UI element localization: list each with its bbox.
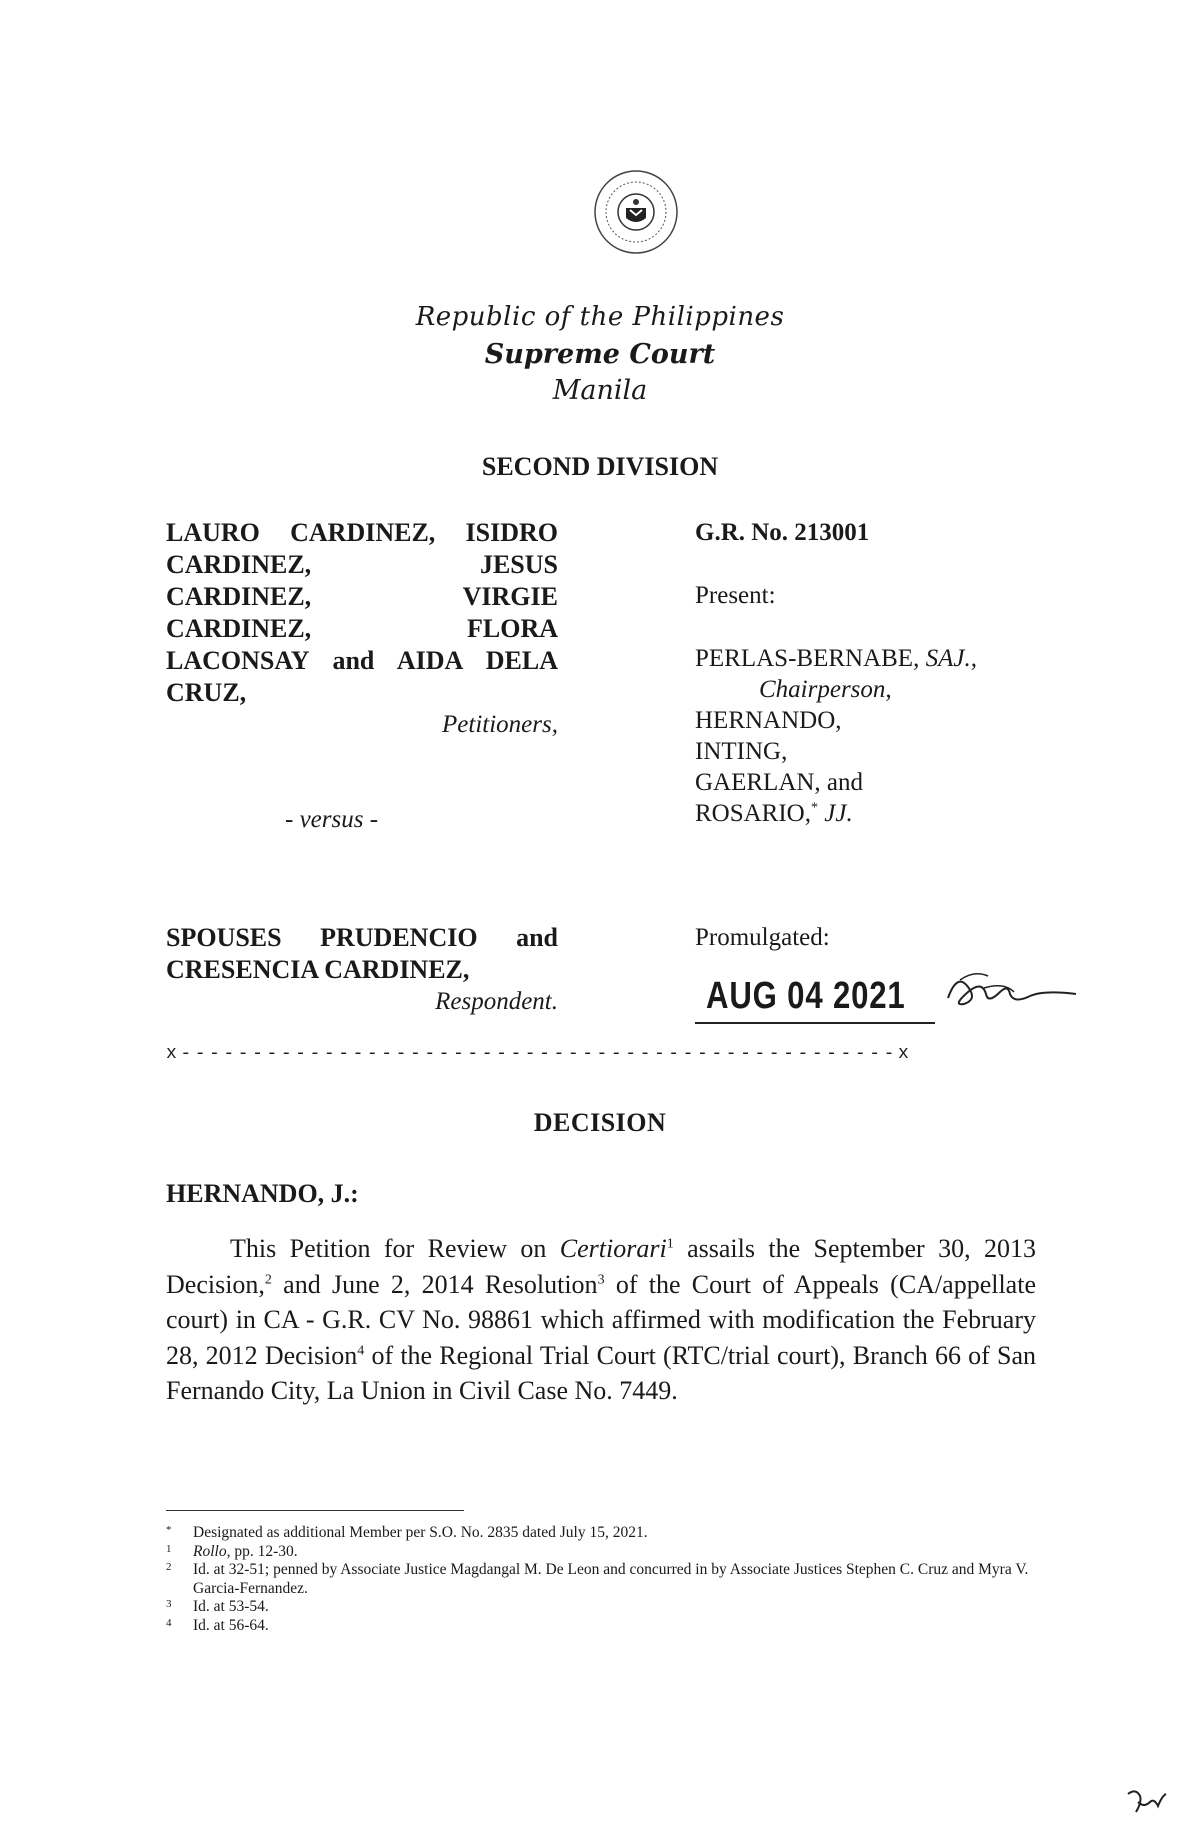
footnote-ref: 3 [597, 1271, 605, 1287]
respondents-block [166, 922, 558, 1018]
petitioners-line: LAURO CARDINEZ, ISIDRO [166, 518, 558, 547]
petitioners-line: CARDINEZ, FLORA [166, 614, 558, 643]
bench-member: ROSARIO,* JJ. [695, 800, 853, 827]
promulgated-date-stamp: AUG 04 2021 [706, 975, 906, 1017]
petitioners-line: LACONSAY and AIDA DELA [166, 646, 558, 675]
manila-heading: Manila [552, 375, 648, 406]
footnote-ref: 4 [357, 1342, 365, 1358]
footnote-item: 1 Rollo, pp. 12-30. [166, 1542, 298, 1560]
caption-separator: x--------------------------------------------------x [166, 1044, 913, 1064]
decision-title: DECISION [533, 1108, 667, 1137]
footnote-ref: 1 [666, 1236, 674, 1252]
present-label: Present: [695, 582, 776, 609]
petitioners-block [166, 517, 558, 741]
bench-member: GAERLAN, and [695, 769, 864, 796]
footnotes [166, 1524, 1038, 1636]
body-paragraph: This Petition for Review on Certiorari$^1$ assails the September 30, 2013 Decision,$^2$ and June 2, 2014 Resolution$^3$ of the Court of Appeals (CA/appellate court) in CA - G.R. CV No. 98861 which affirmed with modification the February 28, 2012 Decision$^4$ of the Regional Trial Court (RTC/trial court), Branch 66 of San Fernando City, La Union in Civil Case No. 7449. [166, 1234, 1037, 1405]
promulgated-label: Promulgated: [695, 924, 830, 951]
ponente: HERNANDO, J.: [166, 1179, 359, 1208]
case-number: G.R. No. 213001 [695, 519, 870, 546]
supreme-court-heading: Supreme Court [484, 339, 716, 370]
footnote-item: 4 Id. at 56-64. [166, 1616, 269, 1634]
bench-chair-role: Chairperson, [759, 676, 892, 703]
signature-icon [940, 958, 1080, 1028]
bench-member: INTING, [695, 738, 788, 765]
footnote-rule [166, 1510, 464, 1511]
footnote-item: 3 Id. at 53-54. [166, 1598, 269, 1616]
supreme-court-seal-icon [592, 168, 680, 256]
petitioners-line: CARDINEZ, VIRGIE [166, 582, 558, 611]
footnote-item: * Designated as additional Member per S.O. No. 2835 dated July 15, 2021. [166, 1524, 648, 1541]
petitioners-role: Petitioners, [442, 711, 558, 738]
date-underline [695, 1022, 935, 1024]
bench-list [695, 643, 977, 829]
versus-label: - versus - [285, 806, 379, 833]
footnote-item: 2 Id. at 32-51; penned by Associate Justice Magdangal M. De Leon and concurred in by Associate Justices Stephen C. Cruz and Myra V. Garcia-Fernandez. [166, 1561, 1029, 1597]
petitioners-line: CARDINEZ, JESUS [166, 550, 558, 579]
respondents-line: SPOUSES PRUDENCIO and [166, 923, 558, 952]
republic-heading: Republic of the Philippines [415, 302, 785, 332]
bench-member: HERNANDO, [695, 707, 842, 734]
division-heading: SECOND DIVISION [481, 452, 719, 481]
petitioners-line: CRUZ, [166, 678, 247, 707]
respondents-role: Respondent. [435, 988, 558, 1015]
respondents-line: CRESENCIA CARDINEZ, [166, 955, 470, 984]
initial-mark-icon [1124, 1786, 1168, 1816]
bench-chair: PERLAS-BERNABE, SAJ., [695, 645, 977, 672]
footnote-ref: 2 [264, 1271, 272, 1287]
